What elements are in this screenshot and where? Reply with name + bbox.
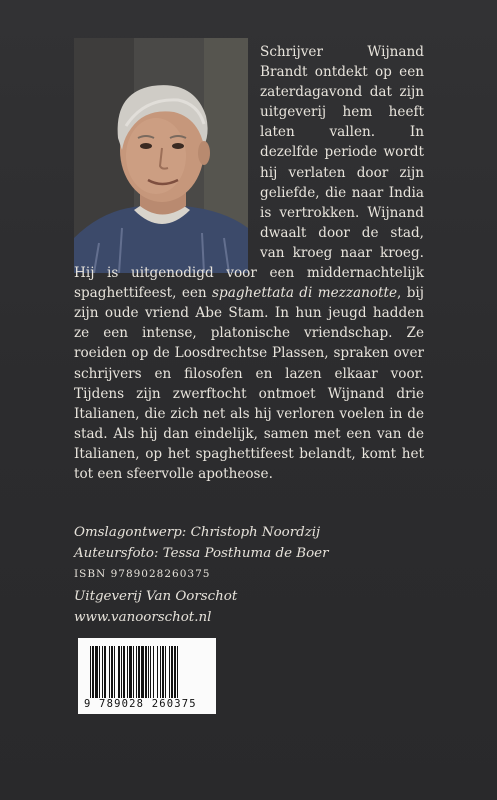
publisher-name: Uitgeverij Van Oorschot xyxy=(74,588,238,604)
barcode-bar xyxy=(129,646,132,698)
barcode-bar xyxy=(123,646,125,698)
barcode-bar xyxy=(145,646,147,698)
barcode-bar xyxy=(136,646,137,698)
barcode-bar xyxy=(153,646,154,698)
isbn: ISBN 9789028260375 xyxy=(74,568,211,581)
barcode-bar xyxy=(114,646,115,698)
barcode-bar xyxy=(102,646,103,698)
publisher-website: www.vanoorschot.nl xyxy=(74,609,212,625)
barcode-bar xyxy=(95,646,98,698)
credits-block xyxy=(74,522,434,628)
barcode-bar xyxy=(121,646,122,698)
barcode-bar xyxy=(138,646,140,698)
barcode-bars xyxy=(90,646,204,698)
barcode-bar xyxy=(162,646,164,698)
barcode-bar xyxy=(133,646,134,698)
barcode xyxy=(78,638,216,714)
barcode-bar xyxy=(118,646,120,698)
barcode-bar xyxy=(127,646,128,698)
author-photo-credit: Auteursfoto: Tessa Posthuma de Boer xyxy=(74,546,329,562)
barcode-bar xyxy=(177,646,178,698)
barcode-bar xyxy=(141,646,144,698)
photo-spacer xyxy=(74,42,260,262)
barcode-bar xyxy=(165,646,166,698)
barcode-bar xyxy=(160,646,161,698)
barcode-bar xyxy=(150,646,151,698)
cover-design-credit: Omslagontwerp: Christoph Noordzij xyxy=(74,525,321,540)
blurb-text xyxy=(74,42,424,484)
barcode-bar xyxy=(174,646,176,698)
blurb-part1: Schrijver Wijnand Brandt ontdekt op een zaterdagavond dat zijn uitgeverij hem heeft laten vallen. In dezelfde periode wordt hij verlaten door zijn geliefde, die naar India is vertrokken. Wijnand dwaalt door de stad, van kroeg naar kroeg. Hij is uitgenodigd voor een middernachtelijk spaghettifeest, een xyxy=(74,44,424,302)
blurb-italic-title: spaghettata di mezzanotte xyxy=(212,285,398,302)
barcode-bar xyxy=(92,646,94,698)
barcode-bar xyxy=(90,646,91,698)
barcode-bar xyxy=(99,646,100,698)
blurb-part2: , bij zijn oude vriend Abe Stam. In hun jeugd hadden ze een intense, platonische vriendschap. Ze roeiden op de Loosdrechtse Plassen, spraken over schrijvers en filosofen en lazen elkaar voor. Tijdens zijn zwerftocht ontmoet Wijnand drie Italianen, die zich net als hij verloren voelen in de stad. Als hij dan eindelijk, samen met een van de Italianen, op het spaghettifeest belandt, komt het tot een sfeervolle apotheose. xyxy=(74,285,424,482)
barcode-digits: 9 789028 260375 xyxy=(84,698,197,710)
barcode-bar xyxy=(148,646,149,698)
barcode-bar xyxy=(171,646,173,698)
barcode-bar xyxy=(104,646,106,698)
barcode-bar xyxy=(111,646,113,698)
barcode-bar xyxy=(157,646,158,698)
barcode-bar xyxy=(169,646,170,698)
barcode-bar xyxy=(109,646,110,698)
